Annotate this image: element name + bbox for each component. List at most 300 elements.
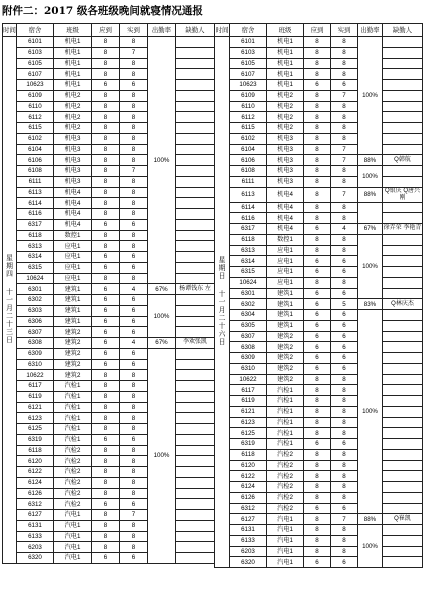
table-row (3, 209, 215, 220)
table-row (215, 471, 423, 482)
table-row (215, 101, 423, 112)
expected-cell: 6 (92, 80, 120, 91)
table-row (215, 374, 423, 385)
table-row (3, 187, 215, 198)
absentee-cell-empty (176, 133, 215, 144)
dorm-cell: 6309 (17, 348, 54, 359)
actual-cell: 8 (331, 166, 358, 177)
table-row (3, 155, 215, 166)
table-row (215, 299, 423, 310)
attendance-rate-cell: 100% (358, 525, 383, 568)
class-cell: 建筑2 (267, 331, 304, 342)
class-cell: 机电1 (267, 47, 304, 58)
table-row (215, 69, 423, 80)
dorm-cell: 6127 (17, 510, 54, 521)
table-row (215, 176, 423, 187)
absentee-cell: Q韩航 (383, 155, 423, 166)
dorm-cell: 6125 (230, 428, 267, 439)
dorm-cell: 6308 (17, 338, 54, 349)
absentee-cell-empty (176, 445, 215, 456)
column-header: 出勤率 (358, 24, 383, 37)
dorm-cell: 6108 (17, 166, 54, 177)
actual-cell: 6 (331, 439, 358, 450)
table-row (3, 133, 215, 144)
dorm-cell: 6124 (17, 477, 54, 488)
table-row (3, 327, 215, 338)
class-cell: 机电3 (267, 176, 304, 187)
date-char (3, 279, 16, 289)
absentee-cell-empty (383, 245, 423, 256)
class-cell: 机电4 (267, 187, 304, 202)
table-row (215, 492, 423, 503)
absentee-cell-empty (176, 542, 215, 553)
class-cell: 汽检2 (54, 477, 92, 488)
table-row (215, 213, 423, 224)
expected-cell: 8 (304, 202, 331, 213)
actual-cell: 7 (120, 510, 148, 521)
expected-cell: 8 (304, 245, 331, 256)
column-header: 时间 (215, 24, 230, 37)
dorm-cell: 6120 (17, 456, 54, 467)
header-row (215, 24, 423, 37)
dorm-cell: 6307 (230, 331, 267, 342)
dorm-cell: 10623 (17, 80, 54, 91)
dorm-cell: 6123 (230, 417, 267, 428)
class-cell: 机电3 (267, 166, 304, 177)
absentee-cell-empty (383, 471, 423, 482)
expected-cell: 8 (92, 241, 120, 252)
expected-cell: 8 (92, 112, 120, 123)
table-row (215, 123, 423, 134)
expected-cell: 8 (304, 176, 331, 187)
expected-cell: 8 (304, 133, 331, 144)
absentee-cell-empty (176, 510, 215, 521)
actual-cell: 8 (120, 133, 148, 144)
class-cell: 建筑1 (54, 284, 92, 295)
table-row (3, 284, 215, 295)
absentee-cell-empty (383, 176, 423, 187)
expected-cell: 8 (92, 456, 120, 467)
dorm-cell: 10624 (230, 277, 267, 288)
absentee-cell-empty (176, 456, 215, 467)
column-header: 班级 (54, 24, 92, 37)
table-row (3, 338, 215, 349)
table-row (215, 47, 423, 58)
absentee-cell-empty (176, 424, 215, 435)
expected-cell: 6 (304, 288, 331, 299)
expected-cell: 6 (92, 327, 120, 338)
class-cell: 汽检2 (267, 460, 304, 471)
actual-cell: 8 (331, 417, 358, 428)
right-attendance-table (214, 23, 423, 568)
absentee-cell-empty (176, 166, 215, 177)
class-cell: 建筑2 (267, 374, 304, 385)
dorm-cell: 6317 (230, 224, 267, 235)
expected-cell: 8 (304, 492, 331, 503)
absentee-cell-empty (383, 310, 423, 321)
table-row (215, 385, 423, 396)
expected-cell: 8 (92, 123, 120, 134)
dorm-cell: 6112 (230, 112, 267, 123)
class-cell: 建筑2 (54, 327, 92, 338)
actual-cell: 8 (331, 47, 358, 58)
table-row (215, 363, 423, 374)
attendance-rate-cell: 67% (148, 284, 176, 295)
table-row (215, 234, 423, 245)
date-char: 日 (218, 339, 226, 346)
date-char: 四 (6, 270, 13, 278)
column-header: 实到 (120, 24, 148, 37)
date-char: 一 (218, 299, 226, 306)
dorm-cell: 6305 (230, 320, 267, 331)
class-cell: 机电3 (54, 176, 92, 187)
actual-cell: 8 (331, 213, 358, 224)
table-row (3, 456, 215, 467)
class-cell: 建筑1 (267, 299, 304, 310)
actual-cell: 8 (331, 546, 358, 557)
dorm-cell: 6115 (17, 123, 54, 134)
absentee-cell-empty (176, 123, 215, 134)
expected-cell: 6 (304, 557, 331, 568)
table-row (215, 112, 423, 123)
absentee-cell-empty (383, 417, 423, 428)
expected-cell: 8 (92, 445, 120, 456)
expected-cell: 8 (92, 370, 120, 381)
table-row (3, 230, 215, 241)
expected-cell: 8 (92, 413, 120, 424)
class-cell: 机电2 (267, 123, 304, 134)
dorm-cell: 6203 (230, 546, 267, 557)
expected-cell: 8 (92, 520, 120, 531)
table-row (3, 553, 215, 564)
class-cell: 建筑2 (267, 342, 304, 353)
class-cell: 汽电1 (267, 535, 304, 546)
actual-cell: 8 (331, 176, 358, 187)
actual-cell: 6 (120, 316, 148, 327)
expected-cell: 8 (92, 58, 120, 69)
absentee-cell: Q崔凯 (383, 514, 423, 525)
expected-cell: 8 (304, 101, 331, 112)
column-header: 宿舍 (17, 24, 54, 37)
expected-cell: 8 (92, 187, 120, 198)
table-row (215, 503, 423, 514)
dorm-cell: 6113 (230, 187, 267, 202)
absentee-cell-empty (176, 90, 215, 101)
actual-cell: 6 (120, 262, 148, 273)
actual-cell: 8 (120, 542, 148, 553)
expected-cell: 8 (92, 90, 120, 101)
expected-cell: 8 (304, 277, 331, 288)
absentee-cell-empty (176, 434, 215, 445)
expected-cell: 6 (92, 316, 120, 327)
date-char: 月 (218, 307, 226, 314)
column-header: 应到 (304, 24, 331, 37)
expected-cell: 8 (304, 90, 331, 101)
absentee-cell-empty (383, 69, 423, 80)
date-char: 十 (218, 323, 226, 330)
dorm-cell: 6109 (230, 90, 267, 101)
table-row (215, 439, 423, 450)
actual-cell: 6 (120, 80, 148, 91)
class-cell: 汽检1 (267, 439, 304, 450)
absentee-cell: 杨谭钱东 左 (176, 284, 215, 295)
expected-cell: 8 (92, 69, 120, 80)
actual-cell: 8 (120, 187, 148, 198)
table-row (3, 80, 215, 91)
dorm-cell: 6131 (17, 520, 54, 531)
absentee-cell-empty (383, 460, 423, 471)
expected-cell: 8 (304, 155, 331, 166)
expected-cell: 8 (304, 234, 331, 245)
class-cell: 汽检2 (267, 471, 304, 482)
table-row (3, 391, 215, 402)
expected-cell: 8 (304, 449, 331, 460)
date-char: 日 (6, 336, 13, 344)
expected-cell: 8 (304, 396, 331, 407)
class-cell: 机电1 (54, 47, 92, 58)
actual-cell: 7 (331, 514, 358, 525)
actual-cell: 8 (120, 209, 148, 220)
dorm-cell: 6113 (17, 187, 54, 198)
table-row (215, 331, 423, 342)
actual-cell: 8 (120, 112, 148, 123)
attendance-rate-cell: 100% (358, 310, 383, 514)
absentee-cell-empty (176, 467, 215, 478)
attendance-rate-cell: 100% (358, 234, 383, 299)
expected-cell: 6 (92, 359, 120, 370)
class-cell: 机电2 (54, 90, 92, 101)
class-cell: 汽检1 (54, 381, 92, 392)
absentee-cell-empty (176, 101, 215, 112)
actual-cell: 8 (120, 424, 148, 435)
absentee-cell-empty (176, 58, 215, 69)
actual-cell: 8 (120, 69, 148, 80)
absentee-cell-empty (383, 267, 423, 278)
dorm-cell: 6304 (230, 310, 267, 321)
absentee-cell-empty (383, 58, 423, 69)
class-cell: 机电1 (54, 69, 92, 80)
expected-cell: 8 (92, 101, 120, 112)
table-row (3, 467, 215, 478)
actual-cell: 8 (331, 202, 358, 213)
table-row (215, 80, 423, 91)
actual-cell: 8 (331, 525, 358, 536)
dorm-cell: 10623 (230, 80, 267, 91)
class-cell: 汽电1 (54, 542, 92, 553)
absentee-cell-empty (176, 176, 215, 187)
actual-cell: 8 (331, 535, 358, 546)
class-cell: 汽检1 (267, 417, 304, 428)
absentee-cell-empty (176, 273, 215, 284)
expected-cell: 8 (304, 123, 331, 134)
absentee-cell-empty (176, 295, 215, 306)
table-row (3, 445, 215, 456)
table-row (3, 510, 215, 521)
dorm-cell: 6314 (17, 252, 54, 263)
actual-cell: 8 (120, 488, 148, 499)
dorm-cell: 6102 (17, 133, 54, 144)
date-char: 期 (218, 265, 226, 272)
expected-cell: 6 (92, 499, 120, 510)
attendance-rate-cell: 100% (148, 37, 176, 284)
actual-cell: 6 (120, 434, 148, 445)
table-row (215, 514, 423, 525)
actual-cell: 8 (331, 482, 358, 493)
actual-cell: 6 (331, 353, 358, 364)
attendance-rate-cell: 88% (358, 514, 383, 525)
expected-cell: 8 (92, 176, 120, 187)
actual-cell: 8 (120, 58, 148, 69)
table-row (3, 101, 215, 112)
dorm-cell: 6101 (17, 37, 54, 48)
table-row (3, 198, 215, 209)
dorm-cell: 6317 (17, 219, 54, 230)
actual-cell: 8 (120, 198, 148, 209)
class-cell: 机电4 (54, 219, 92, 230)
absentee-cell-empty (176, 327, 215, 338)
expected-cell: 6 (304, 439, 331, 450)
absentee-cell-empty (176, 37, 215, 48)
absentee-cell-empty (383, 385, 423, 396)
dorm-cell: 6133 (17, 531, 54, 542)
class-cell: 建筑2 (54, 359, 92, 370)
table-row (3, 262, 215, 273)
table-row (3, 47, 215, 58)
expected-cell: 6 (304, 363, 331, 374)
absentee-cell-empty (176, 262, 215, 273)
class-cell: 汽检1 (267, 396, 304, 407)
class-cell: 应电1 (54, 252, 92, 263)
expected-cell: 6 (304, 299, 331, 310)
table-row (215, 288, 423, 299)
table-row (3, 123, 215, 134)
class-cell: 数控1 (267, 234, 304, 245)
class-cell: 机电4 (54, 187, 92, 198)
date-char (215, 281, 229, 291)
dorm-cell: 6115 (230, 123, 267, 134)
absentee-cell-empty (383, 482, 423, 493)
attendance-rate-cell: 67% (148, 338, 176, 349)
absentee-cell-empty (176, 230, 215, 241)
table-row (215, 449, 423, 460)
dorm-cell: 6310 (230, 363, 267, 374)
expected-cell: 8 (92, 542, 120, 553)
dorm-cell: 6101 (230, 37, 267, 48)
class-cell: 机电1 (54, 37, 92, 48)
absentee-cell-empty (383, 406, 423, 417)
table-row (3, 112, 215, 123)
dorm-cell: 6118 (17, 230, 54, 241)
expected-cell: 8 (304, 535, 331, 546)
dorm-cell: 6315 (17, 262, 54, 273)
class-cell: 应电1 (54, 241, 92, 252)
absentee-cell-empty (176, 413, 215, 424)
dorm-cell: 6102 (230, 133, 267, 144)
dorm-cell: 6302 (230, 299, 267, 310)
class-cell: 机电1 (267, 80, 304, 91)
dorm-cell: 6122 (230, 471, 267, 482)
actual-cell: 8 (120, 230, 148, 241)
absentee-cell-empty (383, 213, 423, 224)
actual-cell: 6 (120, 327, 148, 338)
class-cell: 机电1 (267, 37, 304, 48)
dorm-cell: 6301 (230, 288, 267, 299)
actual-cell: 6 (331, 80, 358, 91)
expected-cell: 6 (304, 267, 331, 278)
expected-cell: 8 (304, 385, 331, 396)
actual-cell: 4 (331, 224, 358, 235)
expected-cell: 8 (304, 514, 331, 525)
absentee-cell-empty (383, 396, 423, 407)
dorm-cell: 6302 (17, 295, 54, 306)
expected-cell: 8 (92, 37, 120, 48)
class-cell: 机电4 (54, 209, 92, 220)
date-char: 日 (218, 273, 226, 280)
table-row (3, 58, 215, 69)
expected-cell: 8 (92, 531, 120, 542)
table-row (3, 144, 215, 155)
absentee-cell-empty (176, 477, 215, 488)
actual-cell: 7 (331, 155, 358, 166)
class-cell: 建筑1 (54, 316, 92, 327)
table-row (3, 176, 215, 187)
table-row (3, 424, 215, 435)
absentee-cell-empty (383, 133, 423, 144)
expected-cell: 8 (92, 467, 120, 478)
column-header: 实到 (331, 24, 358, 37)
actual-cell: 8 (331, 471, 358, 482)
expected-cell: 8 (304, 37, 331, 48)
actual-cell: 6 (120, 219, 148, 230)
absentee-cell-empty (176, 402, 215, 413)
expected-cell: 8 (92, 155, 120, 166)
expected-cell: 8 (92, 144, 120, 155)
column-header: 应到 (92, 24, 120, 37)
absentee-cell-empty (383, 492, 423, 503)
expected-cell: 6 (92, 284, 120, 295)
absentee-cell: Q银庆 Q唐兴刚 (383, 187, 423, 202)
dorm-cell: 6109 (17, 90, 54, 101)
dorm-cell: 6112 (17, 112, 54, 123)
actual-cell: 6 (331, 557, 358, 568)
header-row (3, 24, 215, 37)
class-cell: 建筑2 (54, 370, 92, 381)
absentee-cell-empty (383, 37, 423, 48)
dorm-cell: 6313 (230, 245, 267, 256)
absentee-cell-empty (176, 112, 215, 123)
class-cell: 机电4 (267, 224, 304, 235)
class-cell: 机电2 (267, 112, 304, 123)
actual-cell: 8 (120, 370, 148, 381)
expected-cell: 8 (304, 546, 331, 557)
absentee-cell: Q林庆杰 (383, 299, 423, 310)
table-row (215, 460, 423, 471)
dorm-cell: 6120 (230, 460, 267, 471)
absentee-cell-empty (176, 359, 215, 370)
absentee-cell-empty (176, 553, 215, 564)
expected-cell: 6 (304, 80, 331, 91)
absentee-cell-empty (383, 288, 423, 299)
class-cell: 汽检2 (54, 456, 92, 467)
dorm-cell: 6114 (230, 202, 267, 213)
absentee-cell: 徐弄荣 李艳青 (383, 224, 423, 235)
class-cell: 建筑2 (54, 348, 92, 359)
table-row (215, 277, 423, 288)
table-row (215, 525, 423, 536)
table-row (215, 353, 423, 364)
table-row (3, 273, 215, 284)
date-char: 星 (6, 254, 13, 262)
